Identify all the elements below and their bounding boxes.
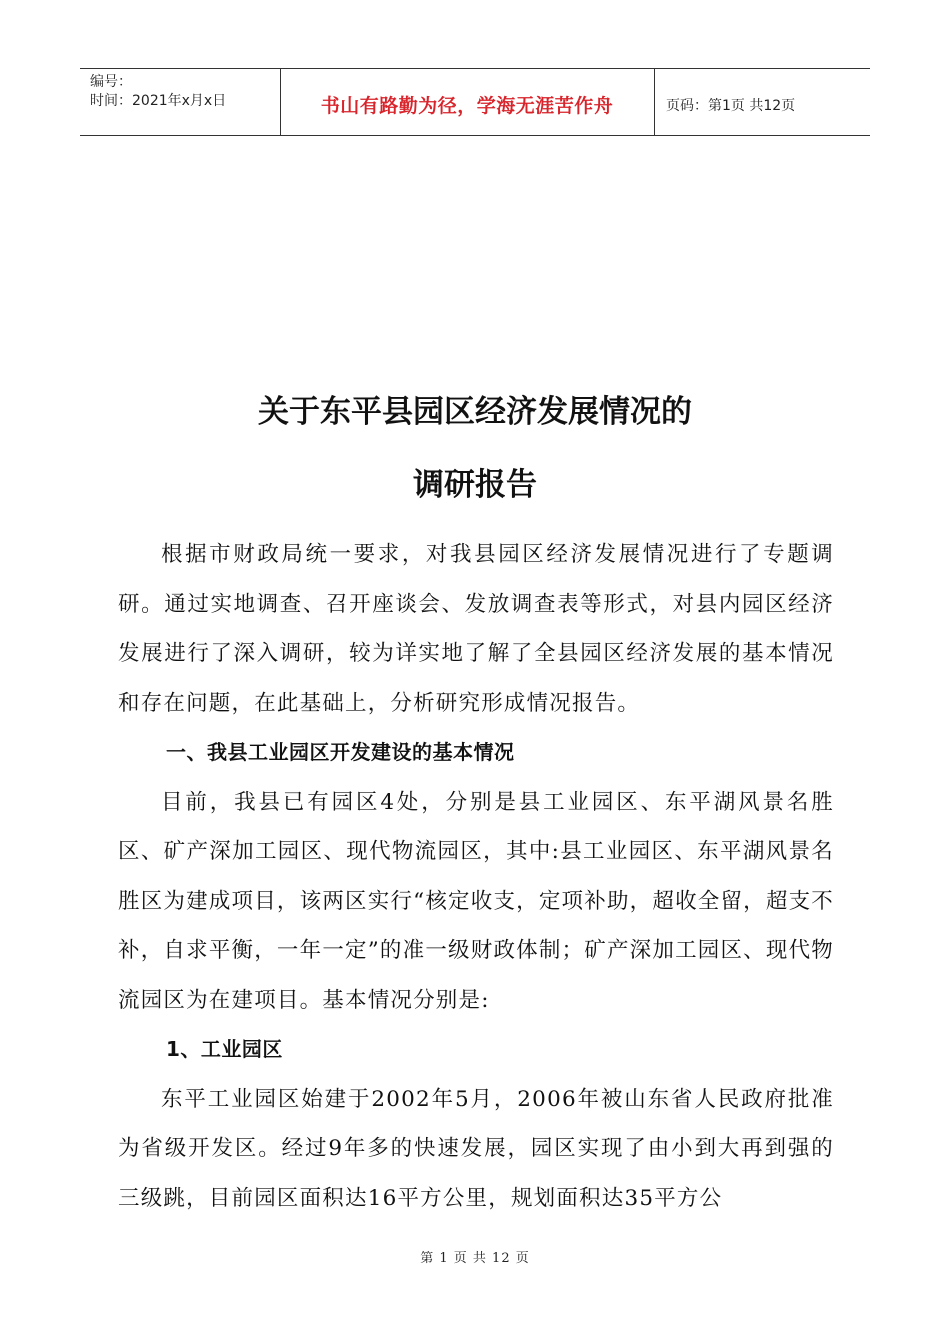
header-page-info: 页码：第1页 共12页 <box>666 98 796 114</box>
document-title-line2: 调研报告 <box>413 467 537 503</box>
header-meta <box>90 73 226 111</box>
page-footer: 第 1 页 共 12 页 <box>420 1251 530 1266</box>
number-label: 编号： <box>90 74 132 90</box>
paragraph-industrial-park: 东平工业园区始建于2002年5月，2006年被山东省人民政府批准为省级开发区。经过9年多的快速发展，园区实现了由小到大再到强的三级跳，目前园区面积达16平方公里，规划面积达35平方公 <box>118 1086 834 1211</box>
document-body <box>118 530 834 1223</box>
paragraph-overview: 目前，我县已有园区4处，分别是县工业园区、东平湖风景名胜区、矿产深加工园区、现代物流园区，其中:县工业园区、东平湖风景名胜区为建成项目，该两区实行“核定收支，定项补助，超收全留，超支不补，自求平衡，一年一定”的准一级财政体制；矿产深加工园区、现代物流园区为在建项目。基本情况分别是: <box>118 789 834 1013</box>
section-heading: 一、我县工业园区开发建设的基本情况 <box>166 740 515 764</box>
document-header <box>80 68 870 136</box>
time-label: 时间：2021年x月x日 <box>90 93 227 109</box>
subsection-heading: 1、工业园区 <box>166 1037 283 1061</box>
paragraph-intro: 根据市财政局统一要求，对我县园区经济发展情况进行了专题调研。通过实地调查、召开座谈会、发放调查表等形式，对县内园区经济发展进行了深入调研，较为详实地了解了全县园区经济发展的基本情况和存在问题，在此基础上，分析研究形成情况报告。 <box>118 542 834 716</box>
document-title-line1: 关于东平县园区经济发展情况的 <box>258 394 692 430</box>
header-motto: 书山有路勤为径，学海无涯苦作舟 <box>320 95 614 117</box>
header-divider <box>654 69 655 135</box>
